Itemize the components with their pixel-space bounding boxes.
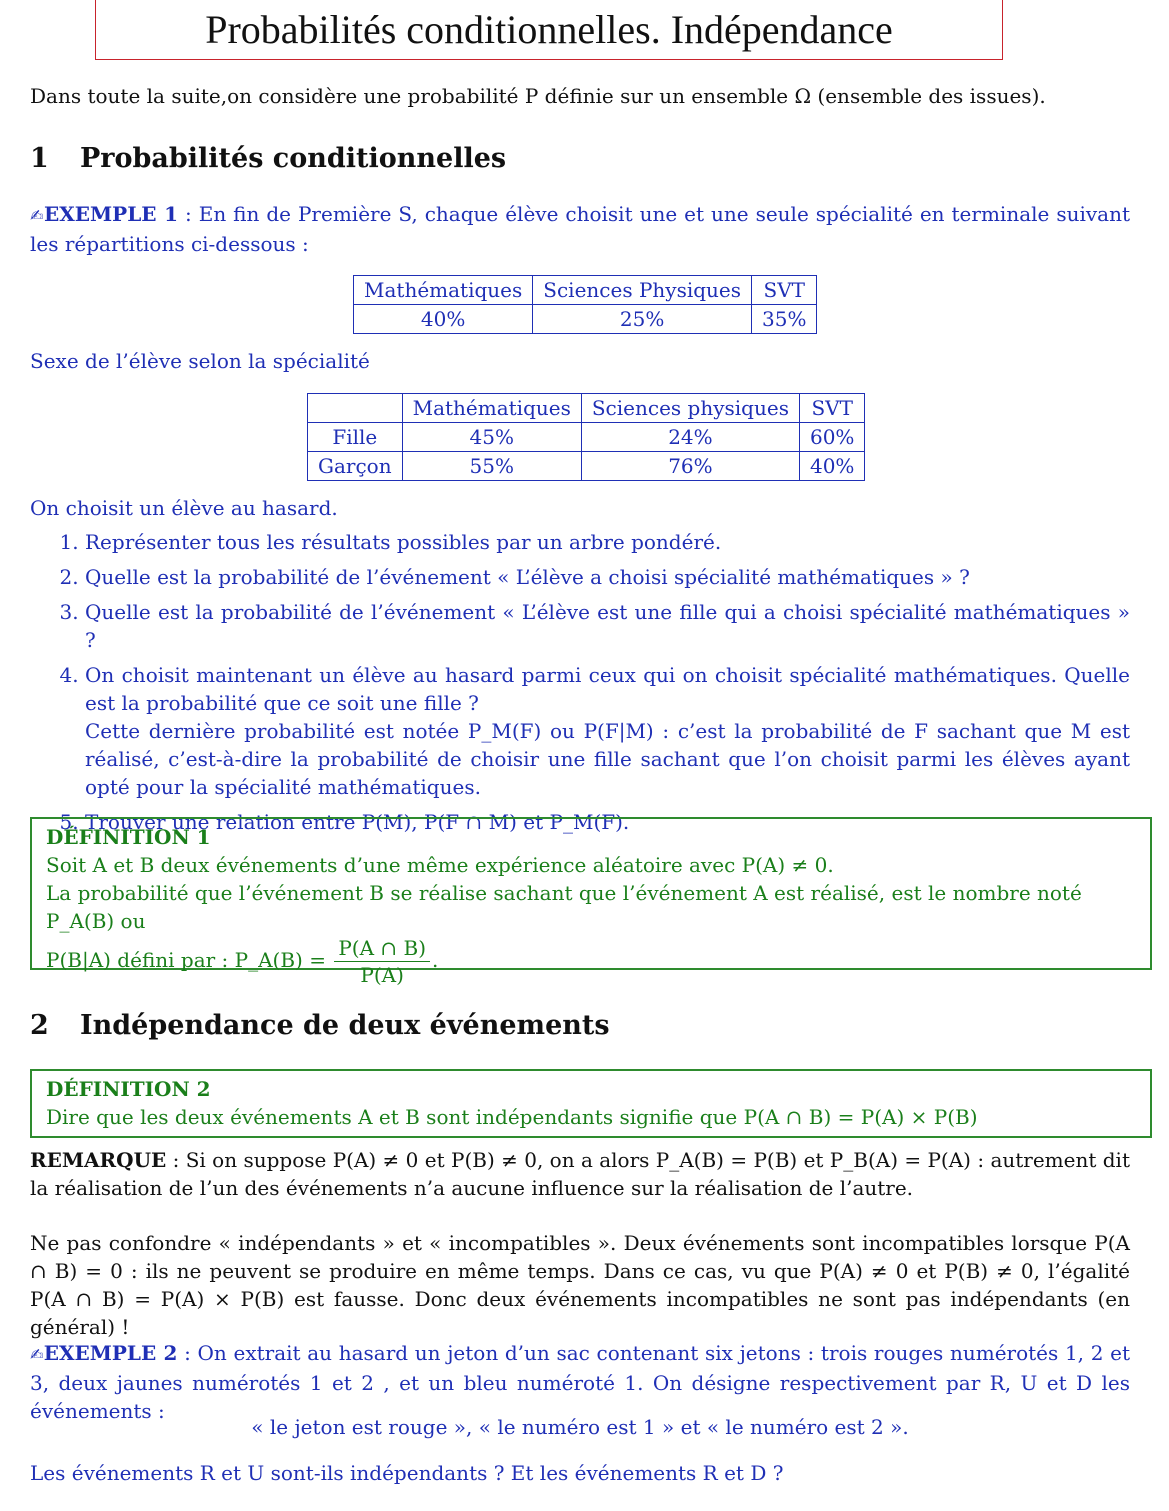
formula-prefix: P(B|A) défini par : P_A(B) = (46, 948, 326, 972)
example-label: EXEMPLE 2 (43, 1341, 178, 1365)
fraction (334, 935, 430, 988)
section-number: 2 (30, 1010, 49, 1041)
table-row (308, 452, 865, 481)
table-cell: 25% (533, 305, 752, 334)
table-cell: 24% (581, 423, 799, 452)
table-row (354, 276, 817, 305)
definition-formula: P(B|A) défini par : P_A(B) = $\frac{P(A \cap B)}{P(A)}$ . (46, 936, 439, 987)
definition-line: Soit A et B deux événements d’une même expérience aléatoire avec P(A) ≠ 0. (46, 853, 834, 877)
example-text: : On extrait au hasard un jeton d’un sac contenant six jetons : trois rouges numérotés 1, 2 et 3, deux jaunes numérotés 1 et 2 , et un bleu numéroté 1. On désigne respectivement par R, U et D les événements : (30, 1341, 1130, 1423)
intro-paragraph: Dans toute la suite,on considère une probabilité P définie sur un ensemble Ω (ensemble des issues). (30, 84, 1046, 108)
question-text: Quelle est la probabilité de l’événement « L’élève est une fille qui a choisi spécialité mathématiques » ? (85, 600, 1130, 652)
pencil-icon: ✍ (30, 1345, 44, 1364)
table-cell: 45% (402, 423, 581, 452)
specialty-distribution-table (353, 275, 817, 334)
remark-paragraph (30, 1146, 1130, 1202)
table-cell: 35% (752, 305, 817, 334)
page-title: Probabilités conditionnelles. Indépendance (95, 0, 1003, 60)
fraction-numerator: P(A ∩ B) (334, 935, 430, 962)
table-header-cell: Mathématiques (402, 394, 581, 423)
definition-line: Dire que les deux événements A et B sont indépendants signifie que P(A ∩ B) = P(A) × P(B) (46, 1105, 978, 1129)
table-2-caption: Sexe de l’élève selon la spécialité (30, 349, 370, 373)
pencil-icon: ✍ (30, 206, 45, 225)
example-1-paragraph (30, 200, 1130, 258)
table-cell: 40% (799, 452, 864, 481)
example-label: EXEMPLE 1 (44, 202, 179, 226)
table-cell: Fille (308, 423, 403, 452)
question-text: Trouver une relation entre P(M), P(F ∩ M) et P_M(F). (85, 810, 630, 834)
table-cell: 55% (402, 452, 581, 481)
events-line: « le jeton est rouge », « le numéro est 1 » et « le numéro est 2 ». (251, 1415, 909, 1439)
list-item (85, 528, 1130, 556)
table-row (354, 305, 817, 334)
definition-title: DÉFINITION 2 (46, 1077, 211, 1101)
question-list (30, 528, 1130, 843)
list-item (85, 661, 1130, 801)
table-cell: 76% (581, 452, 799, 481)
definition-1-box (30, 817, 1152, 987)
table-header-cell: SVT (799, 394, 864, 423)
section-title: Probabilités conditionnelles (80, 143, 507, 174)
example-text: : En fin de Première S, chaque élève choisit une et une seule spécialité en terminale suivant les répartitions ci-dessous : (30, 202, 1131, 256)
example-2-question: Les événements R et U sont-ils indépendants ? Et les événements R et D ? (30, 1461, 784, 1485)
question-note: Cette dernière probabilité est notée P_M(F) ou P(F|M) : c’est la probabilité de F sachant que M est réalisé, c’est-à-dire la probabilité de choisir une fille sachant que l’on choisit parmi les élèves ayant opté pour la spécialité mathématiques. (85, 719, 1130, 799)
fraction-denominator: P(A) (360, 963, 404, 987)
table-header-cell: Sciences Physiques (533, 276, 752, 305)
table-header-cell: Mathématiques (354, 276, 533, 305)
definition-line: La probabilité que l’événement B se réalise sachant que l’événement A est réalisé, est le nombre noté P_A(B) ou (46, 881, 1082, 933)
remark-label: REMARQUE (30, 1148, 167, 1172)
section-2-heading (30, 1012, 610, 1040)
table-row (308, 394, 865, 423)
table-header-cell: Sciences physiques (581, 394, 799, 423)
question-text: Quelle est la probabilité de l’événement « L’élève a choisi spécialité mathématiques » ? (85, 565, 970, 589)
definition-title: DÉFINITION 1 (46, 825, 211, 849)
table-cell: Garçon (308, 452, 403, 481)
table-row (308, 423, 865, 452)
remark-text: : Si on suppose P(A) ≠ 0 et P(B) ≠ 0, on a alors P_A(B) = P(B) et P_B(A) = P(A) : autrement dit la réalisation de l’un des événements n’a aucune influence sur la réalisation de l’autre. (30, 1148, 1130, 1200)
section-number: 1 (30, 143, 49, 174)
table-header-cell (308, 394, 403, 423)
table-cell: 60% (799, 423, 864, 452)
table-cell: 40% (354, 305, 533, 334)
gender-by-specialty-table (307, 393, 865, 481)
list-item (85, 598, 1130, 654)
choose-sentence: On choisit un élève au hasard. (30, 496, 338, 520)
section-title: Indépendance de deux événements (80, 1010, 610, 1041)
question-text: Représenter tous les résultats possibles par un arbre pondéré. (85, 530, 722, 554)
list-item (85, 563, 1130, 591)
confusion-paragraph: Ne pas confondre « indépendants » et « incompatibles ». Deux événements sont incompatibles lorsque P(A ∩ B) = 0 : ils ne peuvent se produire en même temps. Dans ce cas, vu que P(A) ≠ 0 et P(B) ≠ 0, l’égalité P(A ∩ B) = P(A) × P(B) est fausse. Donc deux événements incompatibles ne sont pas indépendants (en général) ! (30, 1231, 1130, 1339)
section-1-heading (30, 145, 506, 173)
table-header-cell: SVT (752, 276, 817, 305)
question-text: On choisit maintenant un élève au hasard parmi ceux qui on choisit spécialité mathématiques. Quelle est la probabilité que ce soit une fille ? (85, 663, 1130, 715)
definition-2-box (30, 1069, 1152, 1138)
